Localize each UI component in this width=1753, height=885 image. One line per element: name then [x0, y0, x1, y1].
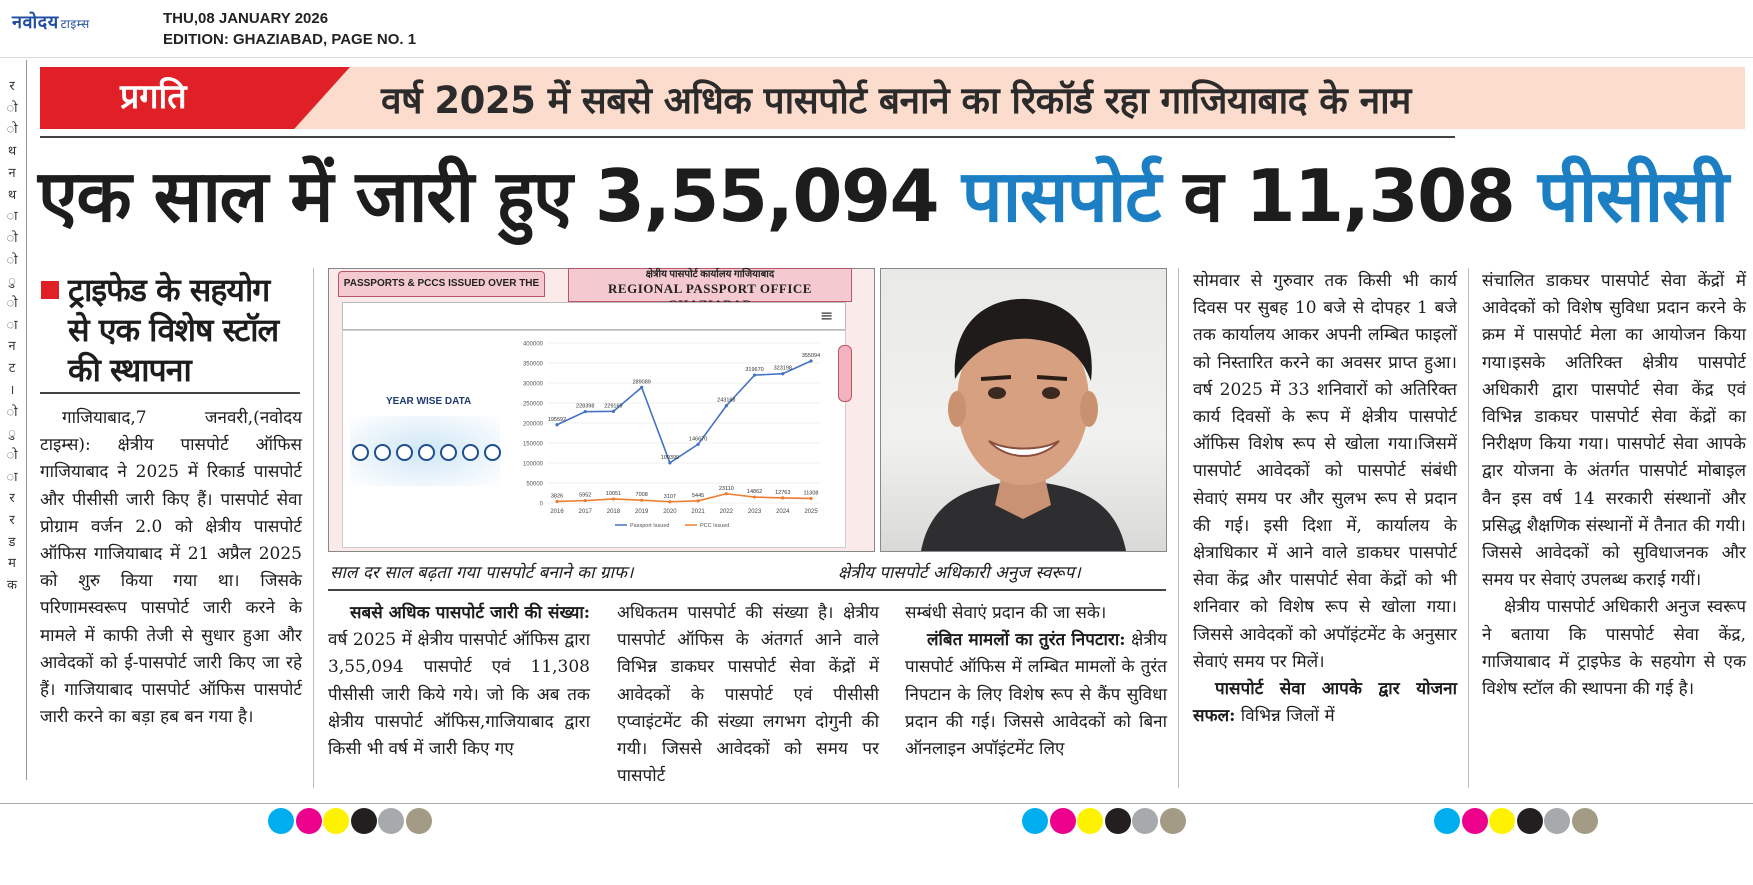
data-point	[753, 495, 756, 498]
headline-part1: एक साल में जारी हुए 3,55,094	[38, 154, 962, 238]
margin-fragment: ो	[6, 252, 18, 268]
data-point	[781, 372, 784, 375]
column-3-text: अधिकतम पासपोर्ट की संख्या है। क्षेत्रीय पासपोर्ट ऑफिस के अंतगर्त आने वाले विभिन्न डाकघर पासपोर्ट सेवा केंद्रों में आवेदकों के पासपोर्ट एवं पीसीसी एप्वाइंटमेंट की संख्या लगभग दोगुनी की गयी। जिससे आवेदकों को समय पर पासपोर्ट	[617, 603, 879, 787]
data-label: 229169	[604, 403, 623, 410]
data-point	[781, 496, 784, 499]
year-wise-label: YEAR WISE DATA	[386, 396, 472, 407]
data-label: 195592	[547, 416, 567, 423]
headline	[38, 148, 1753, 244]
data-label: 228398	[576, 403, 595, 410]
registration-dot	[1105, 808, 1131, 834]
timeline-circle	[440, 444, 457, 461]
margin-fragment: ट	[8, 361, 16, 377]
x-tick-label: 2020	[663, 509, 677, 515]
column-4-para	[905, 627, 1167, 763]
registration-dot	[296, 808, 322, 834]
headline-blue1: पासपोर्ट	[961, 154, 1160, 238]
masthead-logo[interactable]	[12, 10, 90, 34]
margin-fragment: ड	[8, 534, 16, 550]
margin-fragment: ु	[8, 426, 16, 442]
margin-fragment: थ	[7, 144, 17, 160]
data-label: 12763	[775, 489, 791, 496]
y-tick-label: 300000	[522, 381, 543, 388]
headline-blue2: पीसीसी	[1537, 154, 1728, 238]
margin-fragment: ो	[6, 100, 18, 116]
y-tick-label: 400000	[522, 341, 543, 348]
data-label: 23110	[718, 485, 734, 492]
registration-dot	[351, 808, 377, 834]
data-point	[725, 492, 728, 495]
data-point	[668, 461, 671, 464]
subhead-most-passports: सबसे अधिक पासपोर्ट जारी की संख्या:	[350, 603, 590, 623]
column-2-text: वर्ष 2025 में क्षेत्रीय पासपोर्ट ऑफिस द्वारा 3,55,094 पासपोर्ट एवं 11,308 पीसीसी जारी किये गये। जो कि अब तक क्षेत्रीय पासपोर्ट ऑफिस,गाजियाबाद द्वारा किसी भी वर्ष में जारी किए गए	[328, 630, 590, 760]
registration-dot	[268, 808, 294, 834]
brand-sub: टाइम्स	[60, 17, 90, 31]
margin-fragment: र	[9, 491, 15, 507]
legend-label: PCC Issued	[700, 523, 730, 529]
y-tick-label: 50000	[526, 481, 543, 488]
data-label: 14862	[746, 489, 763, 496]
margin-fragment: ा	[6, 469, 18, 485]
data-point	[555, 423, 558, 426]
margin-fragment: ।	[9, 382, 15, 398]
data-label: 5952	[579, 492, 592, 499]
column-6-text-a: संचालित डाकघर पासपोर्ट सेवा केंद्रों में आवेदकों को विशेष सुविधा प्रदान करने के क्रम में पासपोर्ट मेला का आयोजन किया गया।इसके अतिरिक्त क्षेत्रीय पासपोर्ट अधिकारी द्वारा पासपोर्ट सेवा केंद्र एवं विभिन्न डाकघर पासपोर्ट सेवा केंद्रों का निरीक्षण किया गया। पासपोर्ट सेवा आपके द्वार योजना के अंतर्गत पासपोर्ट मोबाइल वैन इस वर्ष 14 सरकारी संस्थानों और प्रसिद्ध शैक्षणिक संस्थानों में तैनात की गयी। जिससे आवेदकों को सुविधाजनक और समय पर सेवाएं उपलब्ध कराई गयीं।	[1482, 271, 1746, 591]
y-tick-label: 350000	[522, 361, 543, 368]
officer-photo	[880, 268, 1167, 552]
data-point	[584, 499, 587, 502]
y-tick-label: 250000	[522, 401, 543, 408]
data-label: 100399	[660, 454, 680, 461]
header-divider	[0, 57, 1753, 58]
margin-fragment: क	[7, 578, 17, 594]
x-tick-label: 2024	[776, 509, 790, 515]
data-point	[725, 404, 728, 407]
kicker-title: वर्ष 2025 में सबसे अधिक पासपोर्ट बनाने का रिकॉर्ड रहा गाजियाबाद के नाम	[381, 79, 1411, 122]
data-label: 146670	[688, 436, 708, 443]
y-tick-label: 100000	[522, 461, 543, 468]
y-tick-label: 150000	[522, 441, 543, 448]
y-tick-label: 0	[539, 501, 543, 508]
data-point	[697, 499, 700, 502]
column-divider	[1178, 268, 1179, 788]
kicker-label: प्रगति	[120, 77, 187, 117]
timeline-circle	[374, 444, 391, 461]
kicker-rule	[40, 136, 1455, 138]
margin-fragment: न	[8, 339, 16, 355]
line-chart	[505, 335, 835, 535]
registration-dot	[1160, 808, 1186, 834]
registration-dot	[1434, 808, 1460, 834]
column-4-text-b: क्षेत्रीय पासपोर्ट ऑफिस में लम्बित मामलों के तुरंत निपटान के लिए विशेष रूप से कैंप सुविधा प्रदान की गई। जिससे आवेदकों को बिना ऑनलाइन अपॉइंटमेंट लिए	[905, 630, 1167, 760]
data-label: 289089	[632, 379, 651, 386]
article-column-5	[1193, 268, 1457, 730]
subhead-passport-at-door: पासपोर्ट सेवा आपके द्वार योजना सफल:	[1193, 679, 1457, 727]
article-column-4	[905, 600, 1167, 763]
edition-info	[163, 8, 416, 50]
registration-dot	[1022, 808, 1048, 834]
data-point	[612, 410, 615, 413]
chart-caption: साल दर साल बढ़ता गया पासपोर्ट बनाने का ग्राफ।	[330, 563, 634, 583]
registration-dot	[323, 808, 349, 834]
bullet-square-icon	[41, 281, 59, 299]
photo-caption: क्षेत्रीय पासपोर्ट अधिकारी अनुज स्वरूप।	[838, 563, 1081, 583]
data-label: 243168	[717, 397, 736, 404]
timeline-circle	[418, 444, 435, 461]
margin-fragment: ो	[6, 122, 18, 138]
margin-fragment: र	[9, 79, 15, 94]
left-margin-fragments	[4, 76, 20, 597]
data-point	[555, 500, 558, 503]
data-label: 11308	[803, 490, 819, 497]
column-4-text-a: सम्बंधी सेवाएं प्रदान की जा सके।	[905, 603, 1107, 623]
scrollbar-thumb	[838, 345, 852, 402]
officer-portrait-illustration	[881, 269, 1166, 551]
headline-part2: व 11,308	[1159, 154, 1538, 238]
series-line	[557, 494, 811, 502]
registration-dot	[406, 808, 432, 834]
column-6-text-b: क्षेत्रीय पासपोर्ट अधिकारी अनुज स्वरूप ने बताया कि पासपोर्ट सेवा केंद्र, गाजियाबाद में ट्राइफेड के सहयोग से एक विशेष स्टॉल की स्थापना की गई है।	[1482, 597, 1746, 700]
side-heading: ट्राइफेड के सहयोग से एक विशेष स्टॉल की स्थापना	[68, 271, 279, 389]
column-1-text: गाजियाबाद,7 जनवरी,(नवोदय टाइम्स): क्षेत्रीय पासपोर्ट ऑफिस गाजियाबाद ने 2025 में रिकार्ड पासपोर्ट और पीसीसी जारी किए हैं। पासपोर्ट सेवा प्रोग्राम वर्जन 2.0 को क्षेत्रीय पासपोर्ट ऑफिस गाजियाबाद में 21 अप्रैल 2025 को शुरु किया गया था। जिसके परिणामस्वरूप पासपोर्ट जारी करने के मामले में काफी तेजी से सुधार हुआ और आवेदकों को ई-पासपोर्ट जारी किए जा रहे हैं। गाजियाबाद पासपोर्ट ऑफिस पासपोर्ट जारी करने का बड़ा हब बन गया है।	[40, 408, 302, 728]
article-column-3	[617, 600, 879, 790]
column-divider	[1468, 268, 1469, 788]
chart-menubar	[342, 302, 846, 330]
hamburger-menu-icon: ≡	[820, 306, 834, 325]
x-tick-label: 2025	[804, 509, 818, 515]
margin-fragment: म	[8, 556, 16, 572]
data-label: 3107	[663, 493, 677, 500]
registration-dot	[1077, 808, 1103, 834]
registration-dot	[1462, 808, 1488, 834]
office-banner	[568, 268, 852, 302]
margin-fragment: ो	[6, 296, 18, 312]
margin-fragment: थ	[7, 187, 17, 203]
data-point	[809, 497, 812, 500]
margin-fragment: न	[8, 165, 16, 181]
x-tick-label: 2018	[606, 509, 621, 515]
column-5-text-b: विभिन्न जिलों में	[1235, 706, 1335, 727]
data-point	[668, 500, 671, 503]
registration-dot	[1132, 808, 1158, 834]
x-tick-label: 2017	[578, 509, 592, 515]
column-5-text-a: सोमवार से गुरुवार तक किसी भी कार्य दिवस पर सुबह 10 बजे से दोपहर 1 बजे तक कार्यालय आकर अपनी लम्बित फाइलों को निस्तारित करने का अवसर प्राप्त हुआ। वर्ष 2025 में 33 शनिवारों को अतिरिक्त कार्य दिवसों के रूप में क्षेत्रीय पासपोर्ट ऑफिस विशेष रूप से खोला गया।जिसमें पासपोर्ट आवेदकों को पासपोर्ट संबंधी सेवाएं समय पर और सुलभ रूप से प्रदान की गई। इसी दिशा में, कार्यालय के क्षेत्राधिकार में आने वाले डाकघर पासपोर्ट सेवा केंद्र और पासपोर्ट सेवा केंद्रों को भी शनिवार को विशेष रूप से खोला गया।जिससे आवेदकों को अपॉइंटमेंट के अनुसार सेवाएं समय पर मिलें।	[1193, 271, 1457, 672]
column-2-para	[328, 600, 590, 763]
x-tick-label: 2021	[691, 509, 705, 515]
office-name-english: REGIONAL PASSPORT OFFICE	[608, 281, 812, 296]
data-point	[753, 374, 756, 377]
data-point	[809, 359, 812, 362]
data-label: 355094	[801, 352, 821, 359]
x-tick-label: 2016	[550, 509, 564, 515]
series-line	[557, 361, 811, 463]
data-label: 319670	[745, 367, 764, 374]
page-bottom-rule	[0, 803, 1753, 804]
margin-fragment: ो	[6, 230, 18, 246]
article-column-2	[328, 600, 590, 763]
margin-fragment: ो	[6, 447, 18, 463]
timeline-circle	[396, 444, 413, 461]
column-5-para	[1193, 676, 1457, 730]
registration-dot	[1050, 808, 1076, 834]
data-label: 7008	[635, 492, 648, 499]
timeline-circle	[352, 444, 369, 461]
data-label: 3826	[550, 493, 564, 500]
margin-fragment: ा	[6, 317, 18, 333]
data-point	[640, 499, 643, 502]
edition-line: EDITION: GHAZIABAD, PAGE NO. 1	[163, 31, 417, 48]
margin-fragment: र	[9, 513, 15, 529]
x-tick-label: 2019	[634, 509, 649, 515]
margin-fragment: ो	[6, 404, 18, 420]
data-point	[612, 497, 615, 500]
data-label: 10051	[605, 490, 622, 497]
x-tick-label: 2023	[747, 509, 762, 515]
registration-dot	[1489, 808, 1515, 834]
side-heading-rule	[40, 392, 300, 394]
registration-dot	[1544, 808, 1570, 834]
data-point	[640, 386, 643, 389]
data-point	[697, 443, 700, 446]
article-column-1	[40, 405, 302, 731]
article-column-6	[1482, 268, 1746, 703]
registration-dot	[1572, 808, 1598, 834]
data-point	[584, 410, 587, 413]
registration-dot	[1517, 808, 1543, 834]
caption-rule	[328, 589, 1166, 591]
y-tick-label: 200000	[522, 421, 543, 428]
timeline-circle	[484, 444, 501, 461]
chart-tab: PASSPORTS & PCCS ISSUED OVER THE	[338, 271, 545, 297]
registration-dot	[378, 808, 404, 834]
legend-label: Passport Issued	[630, 523, 670, 529]
data-label: 5445	[691, 492, 705, 499]
timeline-circle	[462, 444, 479, 461]
x-tick-label: 2022	[719, 509, 734, 515]
column-divider	[313, 268, 314, 788]
data-label: 323198	[773, 365, 792, 372]
margin-fragment: ु	[8, 274, 16, 290]
issue-date: THU,08 JANUARY 2026	[163, 10, 329, 27]
brand-name: नवोदय	[12, 12, 59, 33]
subhead-pending-cases: लंबित मामलों का तुरंत निपटारा:	[927, 630, 1126, 651]
margin-fragment: ा	[6, 209, 18, 225]
office-name-hindi: क्षेत्रीय पासपोर्ट कार्यालय गाजियाबाद	[645, 269, 775, 280]
